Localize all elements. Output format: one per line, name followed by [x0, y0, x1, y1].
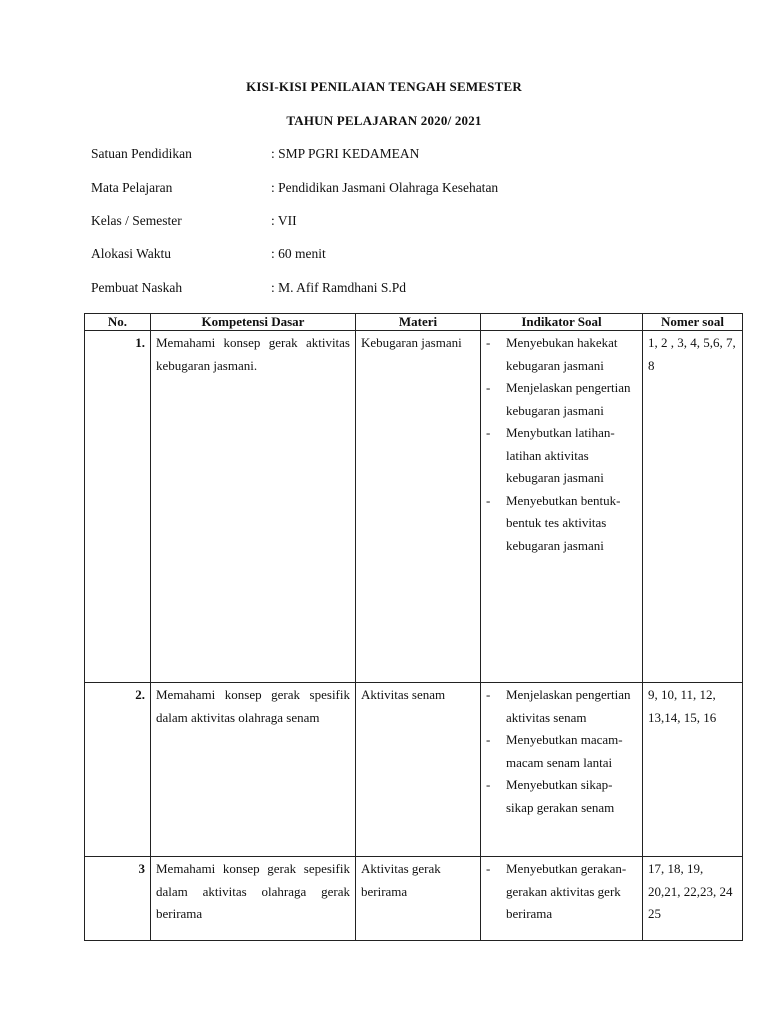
table-header-row: [85, 314, 743, 331]
materi-cell: Kebugaran jasmani: [356, 331, 481, 683]
list-item: - Menyebutkan macam-macam senam lantai: [486, 732, 623, 770]
kompetensi-cell: Memahami konsep gerak sepesifik dalam aktivitas olahraga gerak berirama: [151, 857, 356, 941]
indikator-text: Menyebutkan macam-macam senam lantai: [506, 732, 623, 770]
info-value: : Pendidikan Jasmani Olahraga Kesehatan: [271, 180, 499, 195]
info-label: Kelas / Semester: [91, 213, 182, 228]
kompetensi-cell: Memahami konsep gerak spesifik dalam aktivitas olahraga senam: [151, 683, 356, 857]
indikator-text: Menybutkan latihan-latihan aktivitas kebugaran jasmani: [506, 425, 615, 485]
header-nomer: Nomer soal: [643, 314, 743, 331]
indikator-text: Menjelaskan pengertian aktivitas senam: [506, 687, 631, 725]
table-row: [85, 857, 743, 941]
indikator-cell: [481, 857, 643, 941]
indikator-text: Menjelaskan pengertian kebugaran jasmani: [506, 380, 631, 418]
table-row: [85, 683, 743, 857]
info-value: : VII: [271, 213, 297, 228]
list-item: - Menjelaskan pengertian kebugaran jasmani: [486, 380, 631, 418]
row-number: 1.: [85, 331, 151, 683]
info-label: Pembuat Naskah: [91, 280, 183, 295]
nomer-cell: 17, 18, 19, 20,21, 22,23, 24 25: [643, 857, 743, 941]
list-item: - Menyebutkan sikap-sikap gerakan senam: [486, 777, 615, 815]
header-materi: Materi: [356, 314, 481, 331]
info-label: Alokasi Waktu: [91, 246, 172, 261]
info-label: Mata Pelajaran: [91, 180, 173, 195]
document-title: KISI-KISI PENILAIAN TENGAH SEMESTER: [246, 79, 522, 94]
info-value: : SMP PGRI KEDAMEAN: [271, 146, 420, 161]
indikator-list: [486, 684, 637, 819]
header-indikator: Indikator Soal: [481, 314, 643, 331]
list-item: - Menjelaskan pengertian aktivitas senam: [486, 687, 631, 725]
document-subtitle: TAHUN PELAJARAN 2020/ 2021: [286, 113, 482, 128]
list-item: - Menyebutkan gerakan-gerakan aktivitas gerk berirama: [486, 861, 627, 921]
materi-cell: Aktivitas senam: [356, 683, 481, 857]
table-row: [85, 331, 743, 683]
indikator-text: Menyebutkan bentuk-bentuk tes aktivitas kebugaran jasmani: [506, 492, 621, 553]
list-item: - Menyebutkan bentuk-bentuk tes aktivitas kebugaran jasmani: [486, 492, 621, 553]
materi-cell: Aktivitas gerak berirama: [356, 857, 481, 941]
indikator-text: Menyebutkan sikap-sikap gerakan senam: [506, 777, 615, 815]
row-number: 3: [85, 857, 151, 941]
info-value: : M. Afif Ramdhani S.Pd: [271, 280, 407, 295]
info-label: Satuan Pendidikan: [91, 146, 192, 161]
indikator-list: [486, 332, 637, 557]
indikator-text: Menyebukan hakekat kebugaran jasmani: [506, 335, 618, 373]
indikator-cell: [481, 331, 643, 683]
list-item: - Menyebukan hakekat kebugaran jasmani: [486, 335, 618, 373]
header-no: No.: [85, 314, 151, 331]
nomer-cell: 9, 10, 11, 12, 13,14, 15, 16: [643, 683, 743, 857]
info-value: : 60 menit: [271, 246, 326, 261]
row-number: 2.: [85, 683, 151, 857]
kompetensi-cell: Memahami konsep gerak aktivitas kebugaran jasmani.: [151, 331, 356, 683]
nomer-cell: 1, 2 , 3, 4, 5,6, 7, 8: [643, 331, 743, 683]
indikator-list: [486, 858, 637, 926]
indikator-text: Menyebutkan gerakan-gerakan aktivitas gerk berirama: [506, 861, 627, 921]
list-item: - Menybutkan latihan-latihan aktivitas kebugaran jasmani: [486, 425, 615, 485]
indikator-cell: [481, 683, 643, 857]
header-kompetensi: Kompetensi Dasar: [151, 314, 356, 331]
kisi-kisi-table: [84, 313, 743, 941]
